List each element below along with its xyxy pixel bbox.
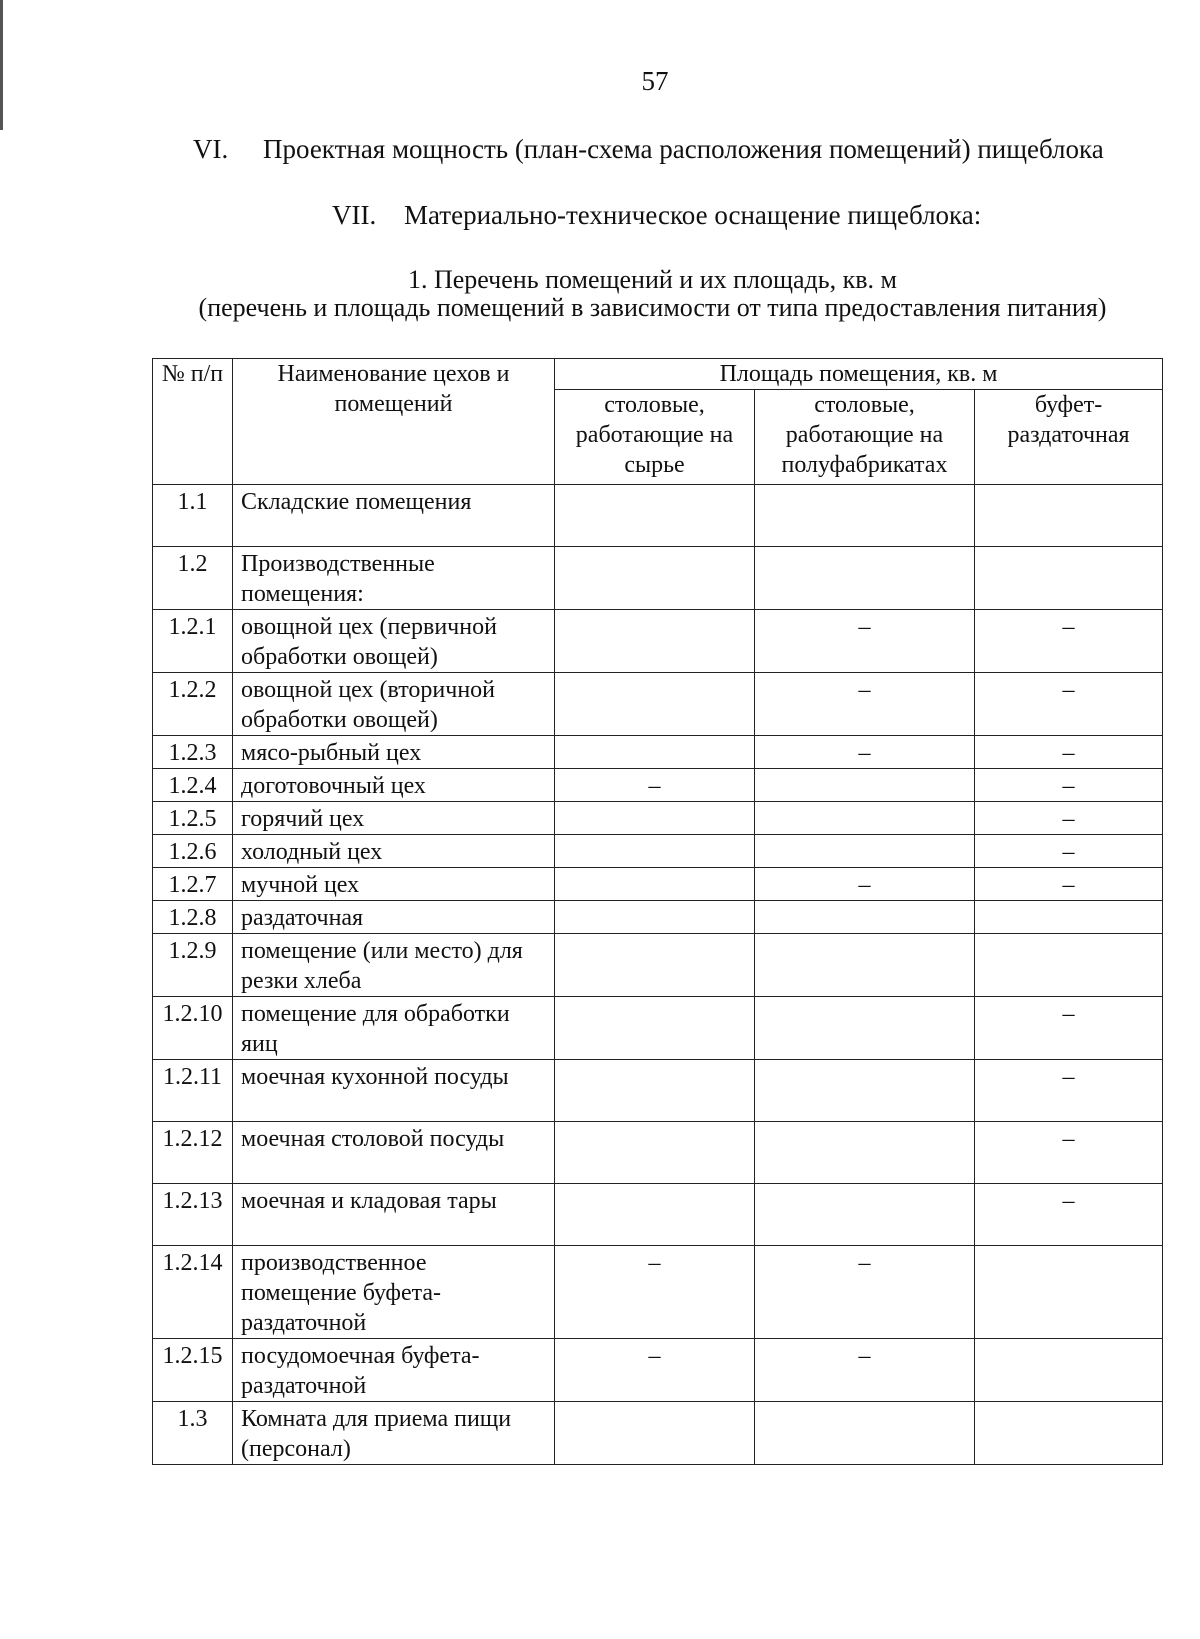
cell-semi (755, 835, 975, 868)
cell-raw (555, 868, 755, 901)
table-row (153, 934, 1163, 997)
row-name: мучной цех (233, 868, 555, 901)
cell-buffet: – (975, 997, 1163, 1060)
cell-buffet: – (975, 835, 1163, 868)
cell-raw (555, 547, 755, 610)
cell-buffet: – (975, 1122, 1163, 1184)
row-name: моечная столовой посуды (233, 1122, 555, 1184)
header-number: № п/п (153, 359, 233, 485)
cell-raw (555, 802, 755, 835)
cell-semi (755, 1184, 975, 1246)
row-number: 1.2.13 (153, 1184, 233, 1246)
cell-raw (555, 673, 755, 736)
section-vii-number: VII. (332, 200, 377, 230)
cell-raw (555, 1184, 755, 1246)
row-name: овощной цех (первичной обработки овощей) (233, 610, 555, 673)
cell-buffet (975, 934, 1163, 997)
table-row (153, 673, 1163, 736)
cell-buffet (975, 1246, 1163, 1339)
row-number: 1.2.10 (153, 997, 233, 1060)
row-name: холодный цех (233, 835, 555, 868)
scan-edge (0, 0, 3, 130)
cell-raw: – (555, 1246, 755, 1339)
row-name: моечная кухонной посуды (233, 1060, 555, 1122)
row-number: 1.2.4 (153, 769, 233, 802)
table-row (153, 901, 1163, 934)
row-name: доготовочный цех (233, 769, 555, 802)
row-name: Складские помещения (233, 485, 555, 547)
row-number: 1.3 (153, 1402, 233, 1465)
row-name: производственное помещение буфета-раздаточной (233, 1246, 555, 1339)
cell-raw (555, 1402, 755, 1465)
table-header (153, 359, 1163, 485)
table-caption-note: (перечень и площадь помещений в зависимости от типа предоставления питания) (198, 293, 1107, 322)
table-row (153, 769, 1163, 802)
table-row (153, 1339, 1163, 1402)
table-row (153, 1060, 1163, 1122)
header-col-buffet: буфет-раздаточная (975, 390, 1163, 485)
rooms-area-table (152, 358, 1163, 1465)
row-name: помещение для обработки яиц (233, 997, 555, 1060)
cell-raw (555, 934, 755, 997)
cell-raw: – (555, 769, 755, 802)
row-number: 1.2.2 (153, 673, 233, 736)
cell-raw (555, 835, 755, 868)
table-row (153, 1122, 1163, 1184)
header-name: Наименование цехов и помещений (233, 359, 555, 485)
cell-semi: – (755, 673, 975, 736)
page-number: 57 (641, 66, 669, 96)
cell-buffet: – (975, 1184, 1163, 1246)
cell-raw (555, 1060, 755, 1122)
header-col-raw: столовые, работающие на сырье (555, 390, 755, 485)
row-number: 1.2.8 (153, 901, 233, 934)
cell-semi (755, 1060, 975, 1122)
cell-semi (755, 997, 975, 1060)
row-number: 1.2.7 (153, 868, 233, 901)
section-vii-heading (332, 200, 981, 231)
cell-buffet: – (975, 802, 1163, 835)
cell-semi (755, 934, 975, 997)
table-body (153, 485, 1163, 1465)
row-name: помещение (или место) для резки хлеба (233, 934, 555, 997)
cell-raw (555, 485, 755, 547)
header-col-semi: столовые, работающие на полуфабрикатах (755, 390, 975, 485)
cell-raw (555, 736, 755, 769)
cell-buffet (975, 1402, 1163, 1465)
cell-raw (555, 1122, 755, 1184)
cell-buffet: – (975, 1060, 1163, 1122)
row-name: овощной цех (вторичной обработки овощей) (233, 673, 555, 736)
cell-buffet: – (975, 868, 1163, 901)
header-area-group: Площадь помещения, кв. м (555, 359, 1163, 390)
cell-buffet: – (975, 769, 1163, 802)
section-vi-title: Проектная мощность (план-схема расположения помещений) пищеблока (263, 134, 1104, 164)
cell-buffet: – (975, 610, 1163, 673)
table-row (153, 736, 1163, 769)
cell-buffet (975, 485, 1163, 547)
row-name: Комната для приема пищи (персонал) (233, 1402, 555, 1465)
cell-semi (755, 1402, 975, 1465)
table-row (153, 485, 1163, 547)
table-row (153, 1402, 1163, 1465)
row-name: раздаточная (233, 901, 555, 934)
cell-semi (755, 769, 975, 802)
row-name: посудомоечная буфета-раздаточной (233, 1339, 555, 1402)
cell-semi: – (755, 1246, 975, 1339)
cell-semi: – (755, 868, 975, 901)
table-row (153, 1184, 1163, 1246)
cell-semi: – (755, 610, 975, 673)
cell-raw (555, 997, 755, 1060)
cell-semi (755, 802, 975, 835)
row-name: Производственные помещения: (233, 547, 555, 610)
section-vii-title: Материально-техническое оснащение пищеблока: (404, 200, 982, 230)
row-number: 1.2.11 (153, 1060, 233, 1122)
cell-raw: – (555, 1339, 755, 1402)
cell-buffet (975, 1339, 1163, 1402)
row-number: 1.2.3 (153, 736, 233, 769)
table-row (153, 610, 1163, 673)
row-name: горячий цех (233, 802, 555, 835)
table-row (153, 547, 1163, 610)
row-number: 1.2 (153, 547, 233, 610)
table-row (153, 997, 1163, 1060)
section-vi-number: VI. (193, 134, 229, 164)
table-caption: 1. Перечень помещений и их площадь, кв. м (407, 265, 898, 294)
table-row (153, 835, 1163, 868)
cell-semi: – (755, 736, 975, 769)
row-number: 1.2.9 (153, 934, 233, 997)
row-name: моечная и кладовая тары (233, 1184, 555, 1246)
cell-buffet: – (975, 673, 1163, 736)
row-number: 1.2.1 (153, 610, 233, 673)
row-number: 1.2.6 (153, 835, 233, 868)
cell-buffet: – (975, 736, 1163, 769)
row-number: 1.2.12 (153, 1122, 233, 1184)
cell-raw (555, 610, 755, 673)
row-number: 1.2.14 (153, 1246, 233, 1339)
table-row (153, 1246, 1163, 1339)
cell-buffet (975, 901, 1163, 934)
cell-semi (755, 1122, 975, 1184)
table-row (153, 868, 1163, 901)
row-number: 1.2.15 (153, 1339, 233, 1402)
row-number: 1.2.5 (153, 802, 233, 835)
table-row (153, 802, 1163, 835)
cell-semi (755, 485, 975, 547)
section-vi-heading (193, 134, 1104, 165)
cell-raw (555, 901, 755, 934)
cell-semi: – (755, 1339, 975, 1402)
row-number: 1.1 (153, 485, 233, 547)
cell-semi (755, 901, 975, 934)
cell-buffet (975, 547, 1163, 610)
cell-semi (755, 547, 975, 610)
row-name: мясо-рыбный цех (233, 736, 555, 769)
